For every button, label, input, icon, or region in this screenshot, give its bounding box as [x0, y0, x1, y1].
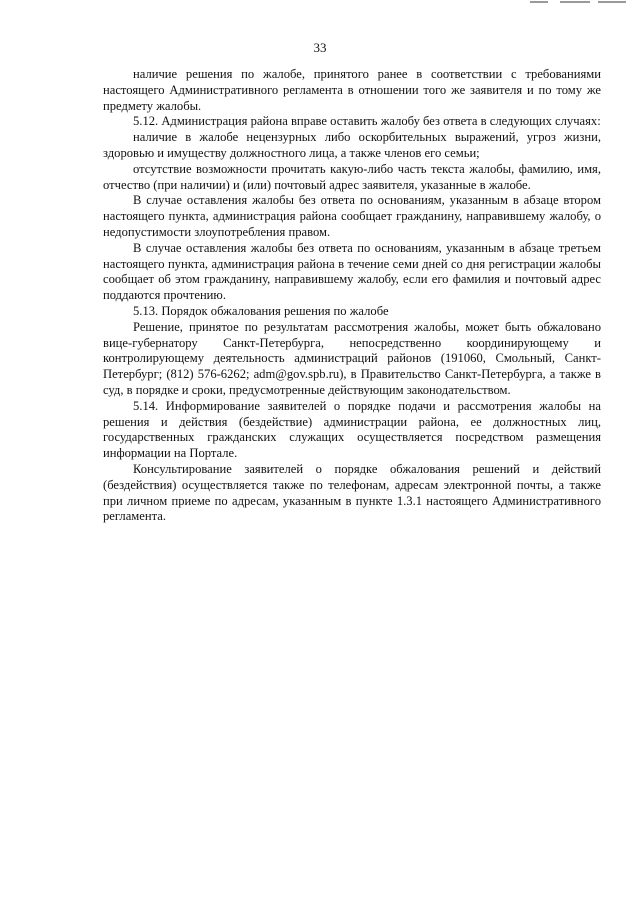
paragraph-consulting: Консультирование заявителей о порядке обжалования решений и действий (бездействия) осуществляется также по телефонам, адресам электронной почты, а также при личном приеме по адресам, указанным в пункте 1.3.1 настоящего Административного регламента. [103, 461, 601, 524]
paragraph-unreadable-text: отсутствие возможности прочитать какую-либо часть текста жалобы, фамилию, имя, отчество (при наличии) и (или) почтовый адрес заявителя, указанные в жалобе. [103, 161, 601, 192]
paragraph-offensive-language: наличие в жалобе нецензурных либо оскорбительных выражений, угроз жизни, здоровью и имуществу должностного лица, а также членов его семьи; [103, 130, 601, 160]
paragraph-prior-decision: наличие решения по жалобе, принятого ранее в соответствии с требованиями настоящего Административного регламента в отношении того же заявителя и по тому же предмету жалобы. [103, 67, 601, 113]
document-body [103, 67, 601, 525]
paragraph-appeal-procedure: Решение, принятое по результатам рассмотрения жалобы, может быть обжаловано вице-губернатору Санкт-Петербурга, непосредственно координирующему и контролирующему деятельность администраций районов (191060, Смольный, Санкт-Петербург; (812) 576-6262; adm@gov.spb.ru), в Правительство Санкт-Петербурга, а также в суд, в порядке и сроки, предусмотренные действующим законодательством. [103, 319, 601, 397]
paragraph-5-12-heading: 5.12. Администрация района вправе оставить жалобу без ответа в следующих случаях: [133, 114, 601, 129]
paragraph-5-13-heading: 5.13. Порядок обжалования решения по жалобе [133, 303, 389, 318]
paragraph-abuse-of-right: В случае оставления жалобы без ответа по основаниям, указанным в абзаце втором настоящего пункта, администрация района сообщает гражданину, направившему жалобу, о недопустимости злоупотребления правом. [103, 193, 601, 239]
scan-edge-marks [530, 0, 630, 4]
page-number: 33 [313, 40, 327, 55]
paragraph-seven-days-notice: В случае оставления жалобы без ответа по основаниям, указанным в абзаце третьем настоящего пункта, администрация района в течение семи дней со дня регистрации жалобы сообщает об этом гражданину, направившему жалобу, если его фамилия и почтовый адрес поддаются прочтению. [103, 240, 601, 303]
paragraph-5-14-informing: 5.14. Информирование заявителей о порядке подачи и рассмотрения жалобы на решения и действия (бездействие) администрации района, ее должностных лиц, государственных гражданских служащих осуществляется посредством размещения информации на Портале. [103, 398, 601, 461]
